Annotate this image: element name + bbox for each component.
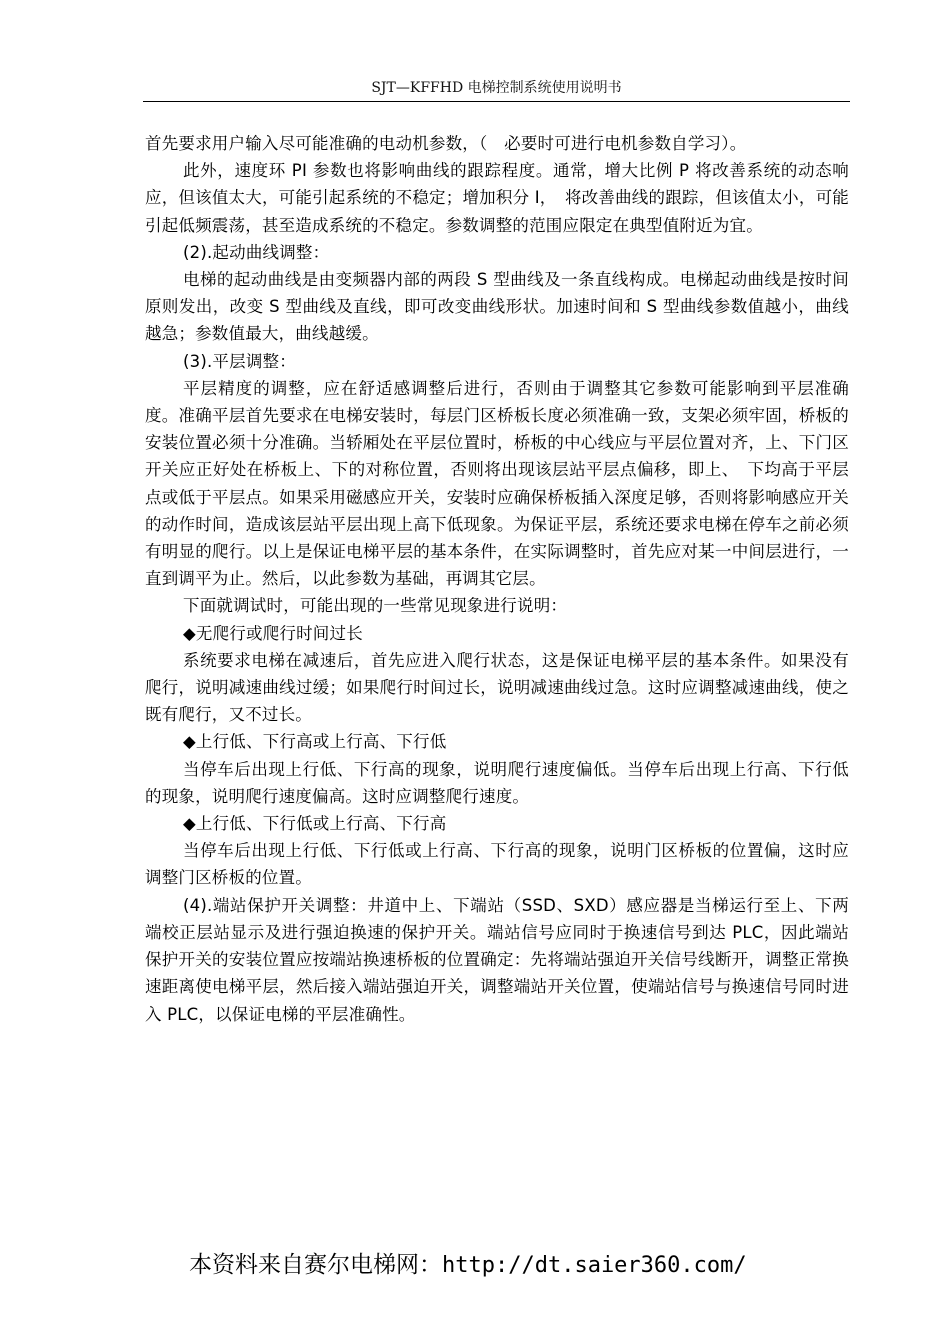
bullet-up-low-down-high: ◆上行低、下行高或上行高、下行低 [183, 732, 447, 752]
paragraph-up-low-down-high: 当停车后出现上行低、下行高的现象，说明爬行速度偏低。当停车后出现上行高、下行低的现象，说明爬行速度偏高。这时应调整爬行速度。 [145, 759, 849, 806]
bullet-up-low-down-low: ◆上行低、下行低或上行高、下行高 [183, 814, 447, 834]
document-body [145, 130, 849, 1028]
paragraph-common-phenomena: 下面就调试时，可能出现的一些常见现象进行说明： [183, 596, 568, 616]
bullet-no-creep: ◆无爬行或爬行时间过长 [183, 623, 363, 643]
paragraph-up-low-down-low: 当停车后出现上行低、下行低或上行高、下行高的现象，说明门区桥板的位置偏，这时应调整门区桥板的位置。 [145, 841, 849, 888]
header-divider [143, 101, 850, 102]
paragraph-leveling: 平层精度的调整，应在舒适感调整后进行，否则由于调整其它参数可能影响到平层准确度。准确平层首先要求在电梯安装时，每层门区桥板长度必须准确一致，支架必须牢固，桥板的安装位置必须十分准确。当轿厢处在平层位置时，桥板的中心线应与平层位置对齐，上、下门区开关应正好处在桥板上、下的对称位置，否则将出现该层站平层点偏移，即上、 下均高于平层点或低于平层点。如果采用磁感应开关，安装时应确保桥板插入深度足够，否则将影响感应开关的动作时间，造成该层站平层出现上高下低现象。为保证平层，系统还要求电梯在停车之前必须有明显的爬行。以上是保证电梯平层的基本条件，在实际调整时，首先应对某一中间层进行，一直到调平为止。然后，以此参数为基础，再调其它层。 [145, 378, 849, 589]
paragraph-no-creep: 系统要求电梯在减速后，首先应进入爬行状态，这是保证电梯平层的基本条件。如果没有爬行，说明减速曲线过缓；如果爬行时间过长，说明减速曲线过急。这时应调整减速曲线，使之既有爬行，又不过长。 [145, 650, 849, 725]
paragraph-terminal-switch: (4).端站保护开关调整：井道中上、下端站（SSD、SXD）感应器是当梯运行至上、下两端校正层站显示及进行强迫换速的保护开关。端站信号应同时于换速信号到达 PLC，因此端站保护开关的安装位置应按端站换速桥板的位置确定：先将端站强迫开关信号线断开，调整正常换速距离使电梯平层，然后接入端站强迫开关，调整端站开关位置，使端站信号与换速信号同时进入 PLC，以保证电梯的平层准确性。 [145, 895, 849, 1024]
section-heading-start-curve: (2).起动曲线调整： [183, 242, 330, 262]
paragraph-start-curve: 电梯的起动曲线是由变频器内部的两段 S 型曲线及一条直线构成。电梯起动曲线是按时间原则发出，改变 S 型曲线及直线，即可改变曲线形状。加速时间和 S 型曲线参数值越小，曲线越急；参数值最大，曲线越缓。 [145, 270, 849, 344]
page-header: SJT—KFFHD 电梯控制系统使用说明书 [371, 80, 622, 96]
page-footer [189, 1248, 809, 1283]
section-heading-leveling: (3).平层调整： [183, 351, 296, 371]
footer-url-link[interactable]: http://dt.saier360.com/ [442, 1253, 747, 1278]
paragraph-2: 此外，速度环 PI 参数也将影响曲线的跟踪程度。通常，增大比例 P 将改善系统的动态响应，但该值太大，可能引起系统的不稳定；增加积分 I， 将改善曲线的跟踪，但该值太小，可能引起低频震荡，甚至造成系统的不稳定。参数调整的范围应限定在典型值附近为宜。 [145, 161, 849, 235]
paragraph-1: 首先要求用户输入尽可能准确的电动机参数，（ 必要时可进行电机参数自学习）。 [145, 134, 747, 153]
footer-source-label: 本资料来自赛尔电梯网： [189, 1252, 442, 1278]
